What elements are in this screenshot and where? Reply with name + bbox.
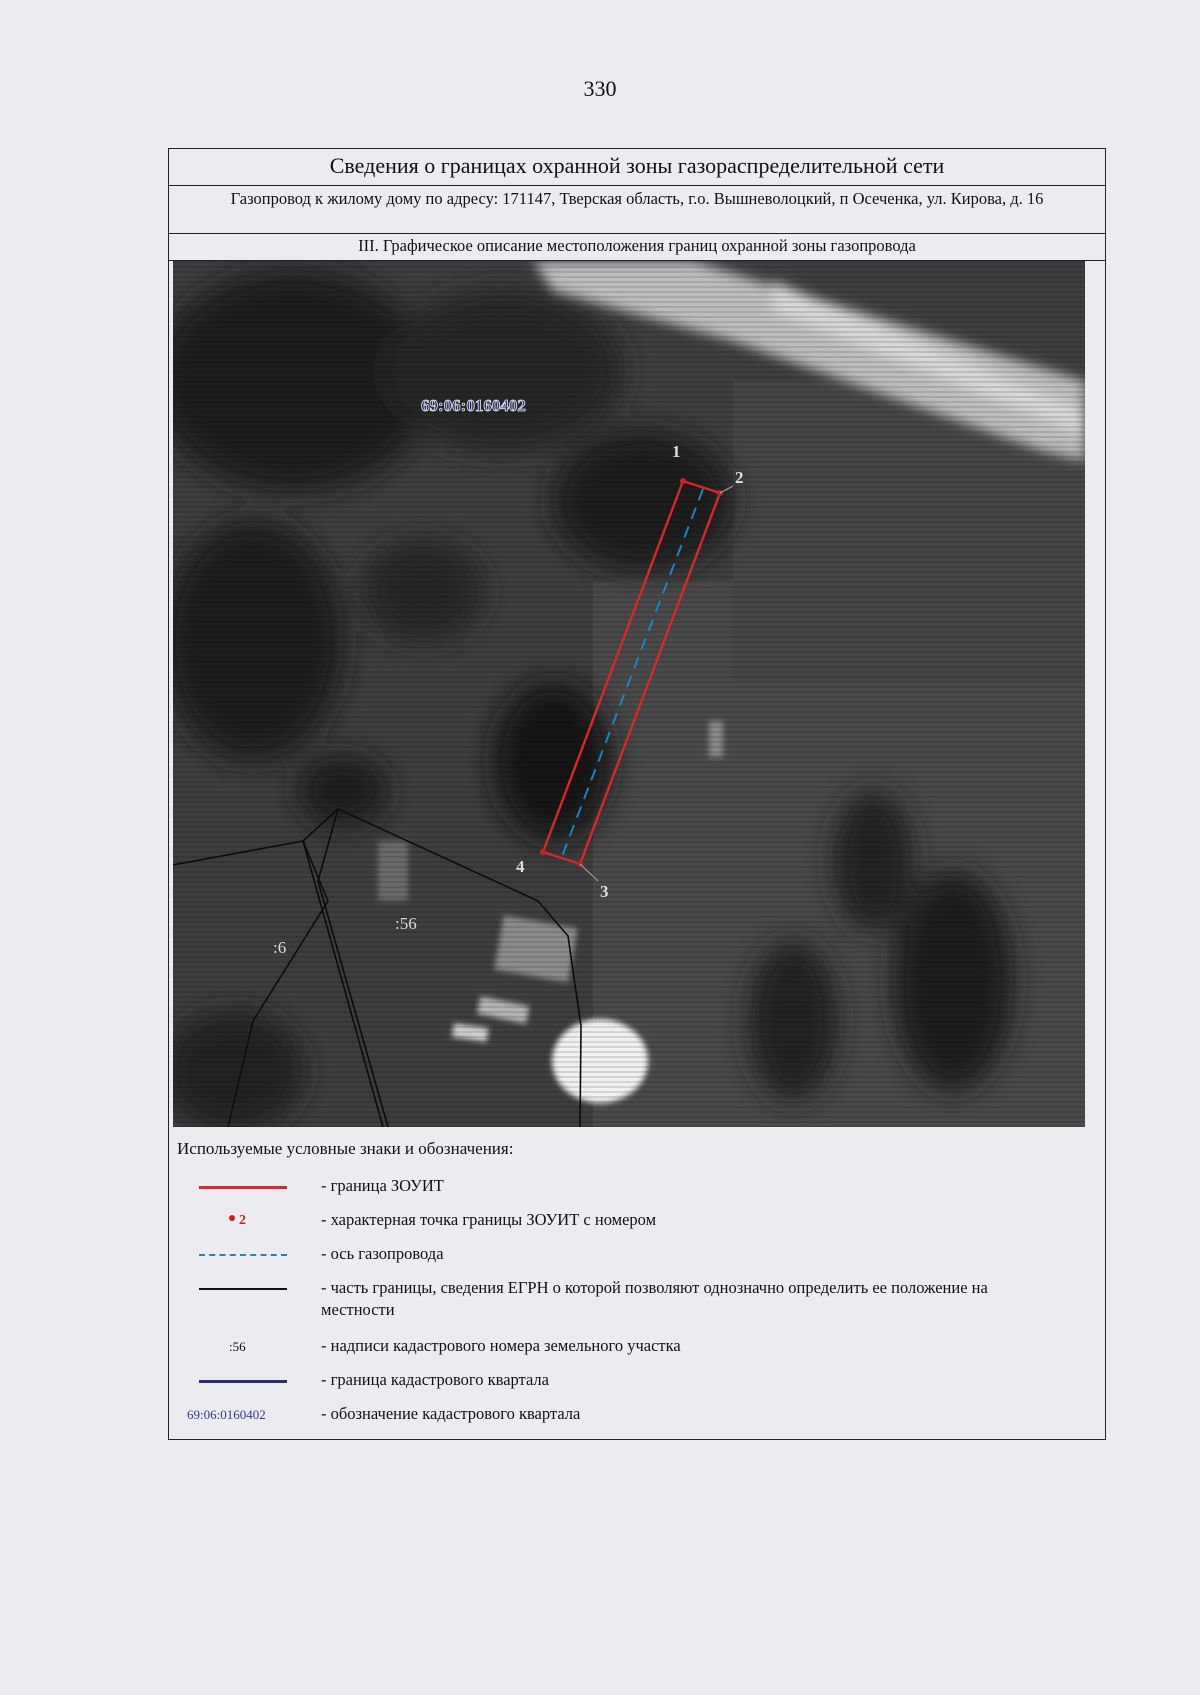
- point-label-2: 2: [735, 468, 744, 487]
- point-label-4: 4: [516, 857, 525, 876]
- map-canvas: [173, 261, 1085, 1127]
- legend-text: - обозначение кадастрового квартала: [321, 1404, 581, 1423]
- document-frame: [168, 148, 1106, 1440]
- satellite-map[interactable]: [173, 261, 1085, 1127]
- legend-text: - часть границы, сведения ЕГРН о которой позволяют однозначно определить ее положение на местности: [321, 1278, 988, 1319]
- quarter-label: 69:06:0160402: [421, 396, 526, 415]
- legend-text: - граница ЗОУИТ: [321, 1176, 444, 1195]
- legend-text: - ось газопровода: [321, 1244, 444, 1263]
- point-label-3: 3: [600, 882, 609, 901]
- navy-line-symbol: [199, 1380, 287, 1383]
- page-number: 330: [583, 76, 617, 101]
- legend-text: - надписи кадастрового номера земельного участка: [321, 1336, 681, 1355]
- point-label-1: 1: [672, 442, 681, 461]
- point-number-symbol: 2: [239, 1213, 246, 1228]
- legend-text: - граница кадастрового квартала: [321, 1370, 549, 1389]
- parcel-label-symbol: :56: [229, 1339, 246, 1354]
- zone-point-1: [680, 478, 686, 484]
- quarter-label-symbol: 69:06:0160402: [187, 1407, 266, 1422]
- scanline-overlay: [173, 261, 1085, 1127]
- parcel-label-56: :56: [395, 914, 417, 933]
- object-description: Газопровод к жилому дому по адресу: 171147, Тверская область, г.о. Вышневолоцкий, п Осеченка, ул. Кирова, д. 16: [169, 186, 1105, 234]
- parcel-label-6: :6: [273, 938, 287, 957]
- black-line-symbol: [199, 1288, 287, 1290]
- legend-title: Используемые условные знаки и обозначения:: [177, 1139, 514, 1158]
- red-point-symbol: [229, 1215, 235, 1221]
- legend-text: - характерная точка границы ЗОУИТ с номером: [321, 1210, 657, 1229]
- document-title: Сведения о границах охранной зоны газораспределительной сети: [169, 149, 1105, 186]
- blue-dashed-line-symbol: [199, 1254, 287, 1256]
- section-title: III. Графическое описание местоположения границ охранной зоны газопровода: [169, 234, 1105, 261]
- red-line-symbol: [199, 1186, 287, 1189]
- zone-point-4: [540, 849, 546, 855]
